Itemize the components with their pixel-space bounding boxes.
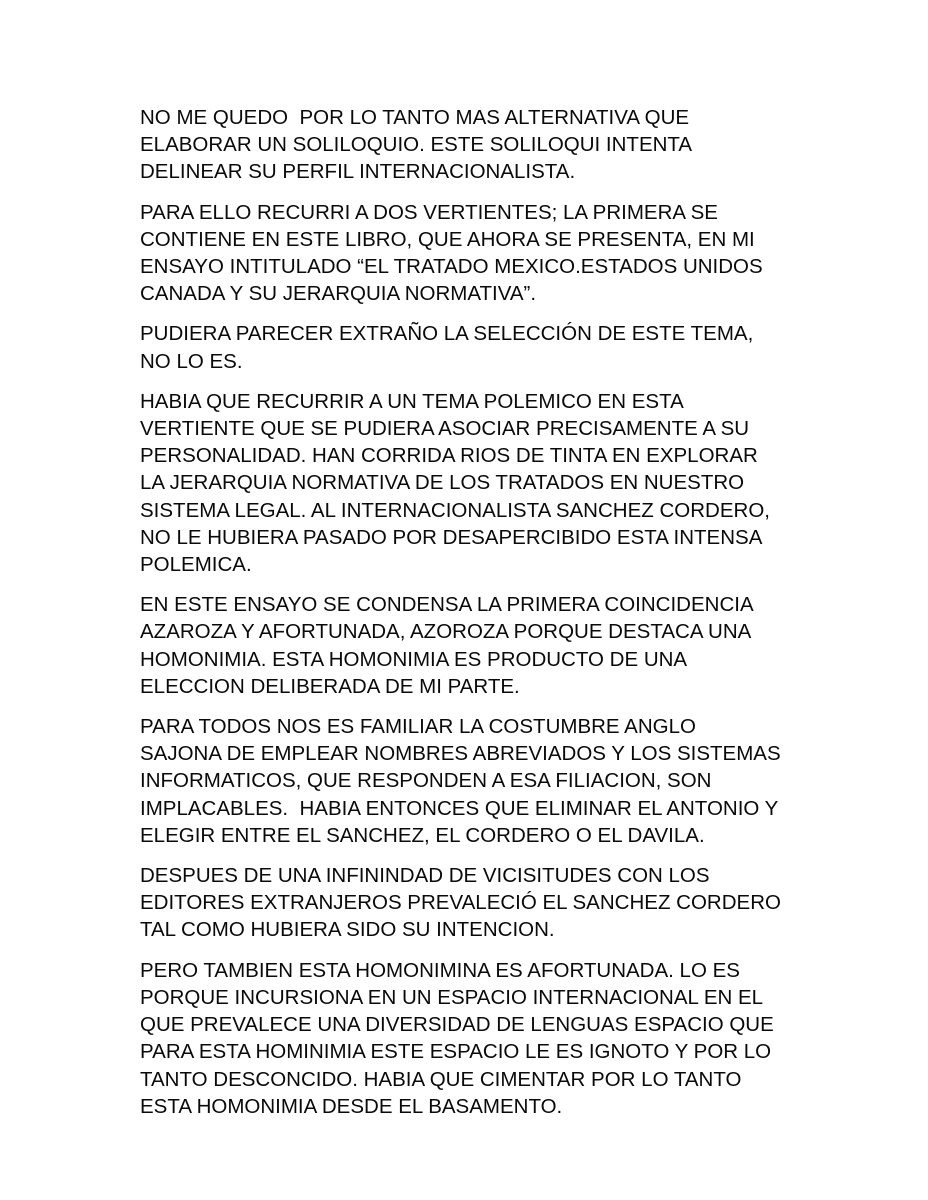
text-line: HOMONIMIA. ESTA HOMONIMIA ES PRODUCTO DE UNA xyxy=(140,647,688,671)
paragraph-3 xyxy=(140,320,820,374)
text-line: TANTO DESCONCIDO. HABIA QUE CIMENTAR POR LO TANTO xyxy=(140,1067,742,1091)
text-line: LA JERARQUIA NORMATIVA DE LOS TRATADOS EN NUESTRO xyxy=(140,471,745,495)
text-line: ELEGIR ENTRE EL SANCHEZ, EL CORDERO O EL DAVILA. xyxy=(140,823,705,847)
text-line: ELABORAR UN SOLILOQUIO. ESTE SOLILOQUI INTENTA xyxy=(140,133,693,157)
text-line: ELECCION DELIBERADA DE MI PARTE. xyxy=(140,674,520,698)
text-line: CANADA Y SU JERARQUIA NORMATIVA”. xyxy=(140,282,537,306)
paragraph-1 xyxy=(140,104,820,186)
text-line: INFORMATICOS, QUE RESPONDEN A ESA FILIACION, SON xyxy=(140,769,712,793)
text-line: PARA ELLO RECURRI A DOS VERTIENTES; LA PRIMERA SE xyxy=(140,200,718,224)
paragraph-7 xyxy=(140,862,820,944)
text-line: SAJONA DE EMPLEAR NOMBRES ABREVIADOS Y LOS SISTEMAS xyxy=(140,742,781,766)
text-line: EDITORES EXTRANJEROS PREVALECIÓ EL SANCHEZ CORDERO xyxy=(140,891,781,915)
paragraph-8 xyxy=(140,957,820,1120)
text-line: TAL COMO HUBIERA SIDO SU INTENCION. xyxy=(140,918,555,942)
text-line: ESTA HOMONIMIA DESDE EL BASAMENTO. xyxy=(140,1094,563,1118)
paragraph-2 xyxy=(140,199,820,308)
text-line: NO ME QUEDO POR LO TANTO MAS ALTERNATIVA QUE xyxy=(140,106,690,129)
text-line: ENSAYO INTITULADO “EL TRATADO MEXICO.ESTADOS UNIDOS xyxy=(140,255,763,279)
text-line: CONTIENE EN ESTE LIBRO, QUE AHORA SE PRESENTA, EN MI xyxy=(140,227,755,251)
text-line: QUE PREVALECE UNA DIVERSIDAD DE LENGUAS ESPACIO QUE xyxy=(140,1013,774,1037)
paragraph-5 xyxy=(140,591,820,700)
text-line: IMPLACABLES. HABIA ENTONCES QUE ELIMINAR EL ANTONIO Y xyxy=(140,796,779,820)
text-line: DELINEAR SU PERFIL INTERNACIONALISTA. xyxy=(140,160,576,184)
text-line: POLEMICA. xyxy=(140,553,252,577)
text-line: DESPUES DE UNA INFININDAD DE VICISITUDES CON LOS xyxy=(140,864,710,888)
paragraph-4 xyxy=(140,388,820,578)
text-line: PERO TAMBIEN ESTA HOMONIMINA ES AFORTUNADA. LO ES xyxy=(140,958,740,982)
text-line: NO LO ES. xyxy=(140,349,243,373)
text-line: EN ESTE ENSAYO SE CONDENSA LA PRIMERA COINCIDENCIA xyxy=(140,593,754,617)
text-line: PARA ESTA HOMINIMIA ESTE ESPACIO LE ES IGNOTO Y POR LO xyxy=(140,1040,772,1064)
text-line: PARA TODOS NOS ES FAMILIAR LA COSTUMBRE ANGLO xyxy=(140,715,696,739)
text-line: PUDIERA PARECER EXTRAÑO LA SELECCIÓN DE ESTE TEMA, xyxy=(140,322,754,346)
document-body xyxy=(140,104,820,1133)
text-line: NO LE HUBIERA PASADO POR DESAPERCIBIDO ESTA INTENSA xyxy=(140,525,763,549)
text-line: AZAROZA Y AFORTUNADA, AZOROZA PORQUE DESTACA UNA xyxy=(140,620,752,644)
text-line: VERTIENTE QUE SE PUDIERA ASOCIAR PRECISAMENTE A SU xyxy=(140,417,750,441)
paragraph-6 xyxy=(140,713,820,849)
text-line: PORQUE INCURSIONA EN UN ESPACIO INTERNACIONAL EN EL xyxy=(140,985,764,1009)
text-line: SISTEMA LEGAL. AL INTERNACIONALISTA SANCHEZ CORDERO, xyxy=(140,498,770,522)
text-line: PERSONALIDAD. HAN CORRIDA RIOS DE TINTA EN EXPLORAR xyxy=(140,444,758,468)
text-line: HABIA QUE RECURRIR A UN TEMA POLEMICO EN ESTA xyxy=(140,389,684,413)
